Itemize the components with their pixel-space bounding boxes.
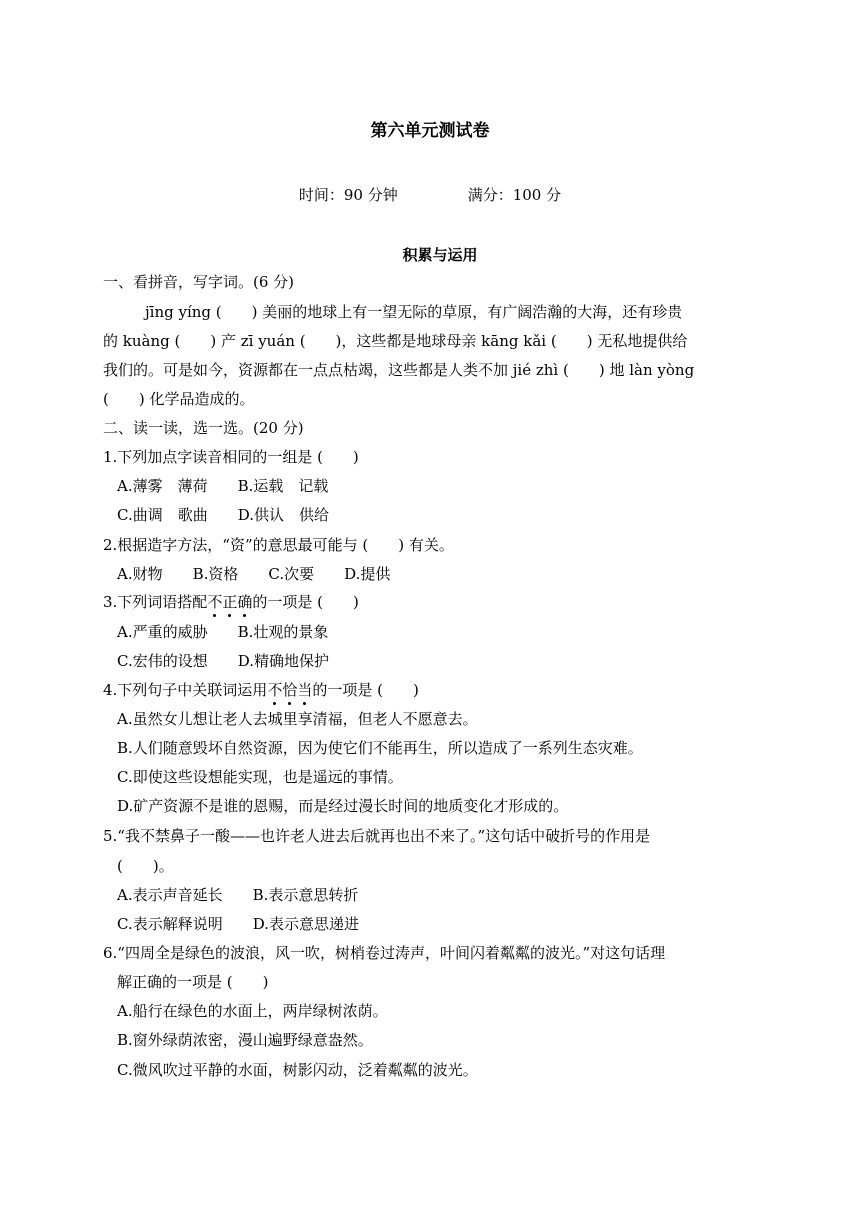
q1-line: 的 kuàng ( ) 产 zī yuán ( )，这些都是地球母亲 kāng kǎi ( ) 无私地提供给 (103, 332, 688, 350)
question-option: A.虽然女儿想让老人去城里享清福，但老人不愿意去。 (117, 710, 478, 728)
question-option: C.表示解释说明 D.表示意思递进 (117, 915, 359, 933)
q2-heading: 二、读一读，选一选。(20 分) (103, 419, 304, 437)
section-title: 积累与运用 (402, 246, 478, 264)
question-option: A.表示声音延长 B.表示意思转折 (117, 886, 359, 904)
q1-line: jīng yíng ( ) 美丽的地球上有一望无际的草原，有广阔浩瀚的大海，还有珍贵 (145, 303, 683, 321)
question-option: C.即使这些设想能实现，也是遥远的事情。 (117, 768, 403, 786)
emphasis-char: 恰 (282, 681, 298, 699)
question-option: A.船行在绿色的水面上，两岸绿树浓荫。 (117, 1002, 388, 1020)
emphasis-char: 当 (297, 681, 313, 699)
stem-text: 的一项是 ( ) (252, 593, 359, 611)
question-stem-continued: ( )。 (117, 857, 174, 875)
question-option: C.曲调 歌曲 D.供认 供给 (117, 506, 329, 524)
q1-line: ( ) 化学品造成的。 (103, 390, 255, 408)
question-stem: 2.根据造字方法，“资”的意思最可能与 ( ) 有关。 (103, 536, 454, 554)
stem-text: 4.下列句子中关联词运用 (103, 681, 268, 699)
q1-heading: 一、看拼音，写字词。(6 分) (103, 273, 295, 291)
exam-score: 满分：100 分 (467, 186, 562, 204)
stem-text: 3.下列词语搭配 (103, 593, 208, 611)
emphasis-char: 不 (267, 681, 283, 699)
question-stem: 1.下列加点字读音相同的一组是 ( ) (103, 448, 359, 466)
question-stem: 6.“四周全是绿色的波浪，风一吹，树梢卷过涛声，叶间闪着粼粼的波光。”对这句话理 (103, 944, 666, 962)
exam-meta (0, 184, 860, 205)
emphasis-char: 正 (222, 593, 238, 611)
question-option: C.宏伟的设想 D.精确地保护 (117, 652, 329, 670)
question-option: B.窗外绿荫浓密，漫山遍野绿意盎然。 (117, 1031, 373, 1049)
stem-emphasis (267, 681, 312, 699)
page-title: 第六单元测试卷 (370, 121, 490, 141)
stem-emphasis (207, 593, 252, 611)
question-stem (103, 680, 419, 700)
emphasis-char: 不 (207, 593, 223, 611)
question-option: D.矿产资源不是谁的恩赐，而是经过漫长时间的地质变化才形成的。 (117, 797, 569, 815)
emphasis-char: 确 (237, 593, 253, 611)
question-option: A.薄雾 薄荷 B.运载 记载 (117, 477, 329, 495)
question-option: C.微风吹过平静的水面，树影闪动，泛着粼粼的波光。 (117, 1061, 478, 1079)
question-option: B.人们随意毁坏自然资源，因为使它们不能再生，所以造成了一系列生态灾难。 (117, 739, 643, 757)
question-option: A.严重的威胁 B.壮观的景象 (117, 623, 329, 641)
stem-text: 的一项是 ( ) (312, 681, 419, 699)
question-stem-continued: 解正确的一项是 ( ) (117, 973, 269, 991)
q1-line: 我们的。可是如今，资源都在一点点枯竭，这些都是人类不加 jié zhì ( ) 地 làn yòng (103, 361, 695, 379)
exam-time: 时间：90 分钟 (298, 186, 398, 204)
question-option: A.财物 B.资格 C.次要 D.提供 (117, 565, 391, 583)
question-stem: 5.“我不禁鼻子一酸——也许老人进去后就再也出不来了。”这句话中破折号的作用是 (103, 827, 651, 845)
question-stem (103, 592, 359, 612)
